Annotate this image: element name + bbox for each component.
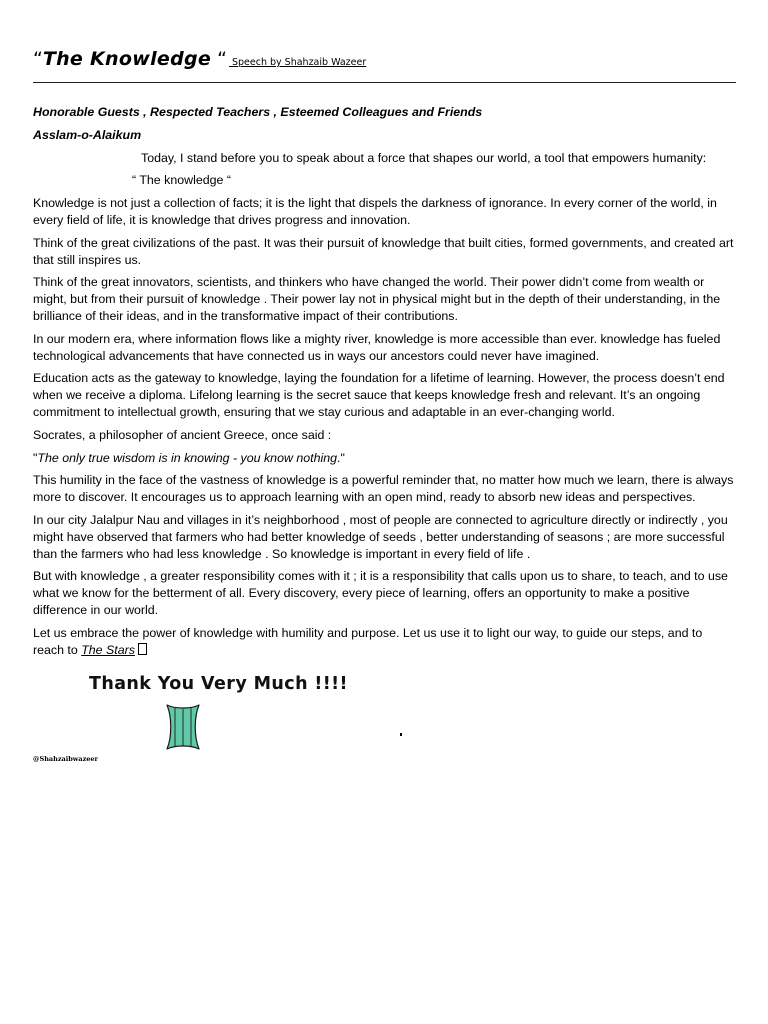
paragraph: Think of the great civilizations of the past. It was their pursuit of knowledge that built cities, formed governments, and created art that still inspires us.	[33, 235, 734, 267]
socrates-intro: Socrates, a philosopher of ancient Greece, once said :	[33, 427, 332, 442]
missing-glyph-box-icon	[138, 643, 147, 655]
intro-line: Today, I stand before you to speak about a force that shapes our world, a tool that empowers humanity:	[141, 150, 707, 165]
topic-line: “ The knowledge “	[132, 173, 231, 188]
author-handle: @Shahzaibwazeer	[33, 755, 98, 763]
the-stars-text: The Stars	[81, 642, 135, 657]
paragraph: This humility in the face of the vastness of knowledge is a powerful reminder that, no matter how much we learn, there is always more to discover. It encourages us to approach learning with an open mind, ready to absorb new ideas and perspectives.	[33, 473, 734, 505]
paragraph: Knowledge is not just a collection of facts; it is the light that dispels the darkness of ignorance. In every corner of the world, in every field of life, it is knowledge that drives progress and innovation.	[33, 196, 717, 227]
title-subtitle: Speech by Shahzaib Wazeer	[228, 57, 367, 68]
salutation-line: Asslam-o-Alaikum	[33, 127, 142, 142]
paragraph: In our modern era, where information flows like a mighty river, knowledge is more accessible than ever. knowledge has fueled technological advancements that have connected us in ways our ancestors could never have imagined.	[33, 331, 721, 363]
paragraph: Think of the great innovators, scientists, and thinkers who have changed the world. Their power didn’t come from wealth or might, but from their pursuit of knowledge . Their power lay not in physical might but in the depth of their understanding, in the brilliance of their ideas, and in the transformative impact of their contributions.	[33, 275, 721, 323]
title-open-quote: “	[33, 48, 43, 70]
greeting-line: Honorable Guests , Respected Teachers , Esteemed Colleagues and Friends	[33, 105, 483, 119]
closing-paragraph	[33, 625, 736, 659]
socrates-quote	[33, 450, 736, 467]
document-title	[33, 48, 366, 70]
corset-image	[163, 703, 203, 751]
stray-dot	[400, 733, 402, 736]
title-text: The Knowledge	[42, 48, 212, 70]
title-divider	[33, 82, 736, 83]
paragraph: But with knowledge , a greater responsibility comes with it ; it is a responsibility that calls upon us to share, to teach, and to use what we know for the betterment of all. Every discovery, every piece of learning, offers an opportunity to make a positive difference in our world.	[33, 569, 728, 617]
quote-open-mark: "	[33, 450, 38, 465]
quote-close-mark: ."	[337, 450, 345, 465]
closing-text: Let us embrace the power of knowledge with humility and purpose. Let us use it to light our way, to guide our steps, and to reach to	[33, 625, 703, 657]
paragraph: In our city Jalalpur Nau and villages in it’s neighborhood , most of people are connected to agriculture directly or indirectly , you might have observed that farmers who had better knowledge of seeds , better understanding of seasons ; are more successful than the farmers who had less knowledge . So knowledge is important in every field of life .	[33, 512, 728, 561]
thank-you-heading: Thank You Very Much !!!!	[89, 674, 348, 694]
speech-body	[33, 104, 736, 664]
paragraph: Education acts as the gateway to knowledge, laying the foundation for a lifetime of learning. However, the process doesn’t end when we receive a diploma. Lifelong learning is the secret sauce that keeps knowledge fresh and relevant. It’s an ongoing commitment to intellectual growth, ensuring that we stay curious and adaptable in an ever-changing world.	[33, 371, 725, 419]
title-close-quote: “	[211, 48, 227, 70]
quote-text: The only true wisdom is in knowing - you know nothing	[37, 450, 337, 465]
